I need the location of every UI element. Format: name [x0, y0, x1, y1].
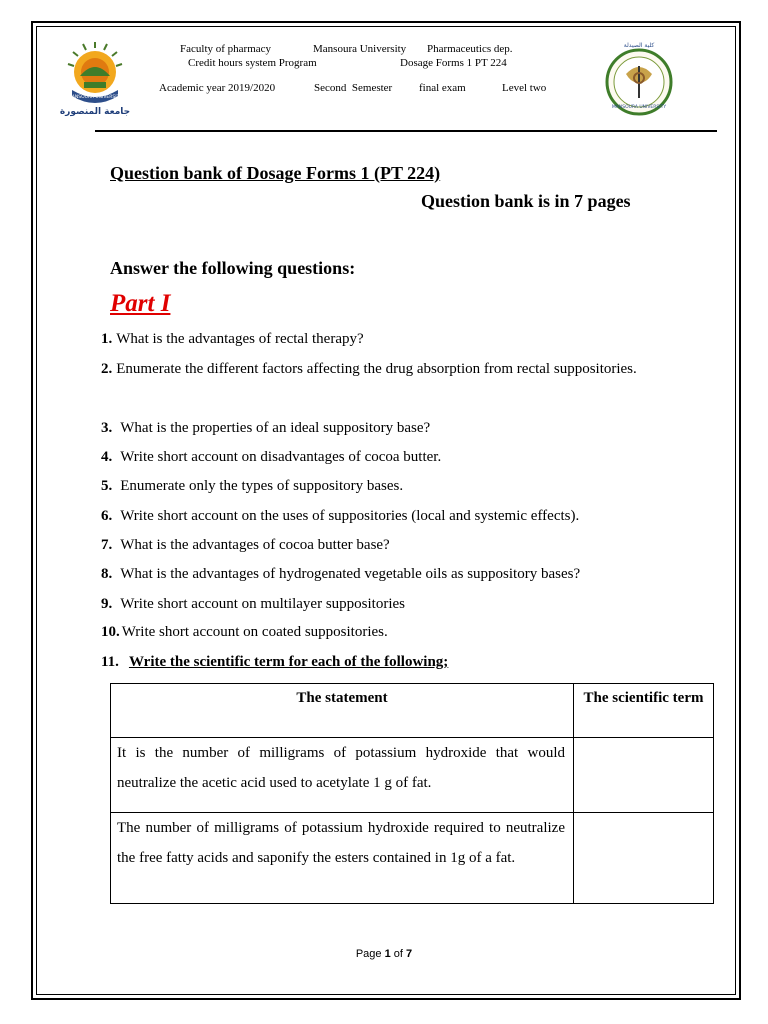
header-semester: Second Semester: [314, 82, 393, 94]
instruction: Answer the following questions:: [110, 258, 356, 278]
question-text: Enumerate only the types of suppository bases.: [120, 478, 404, 494]
header-program: Credit hours system Program: [188, 57, 317, 69]
question-number: 6.: [101, 508, 113, 524]
scientific-term-table: [110, 683, 714, 904]
question-text: Write short account on disadvantages of cocoa butter.: [120, 449, 442, 465]
question-number: 11.: [101, 654, 119, 670]
question-number: 9.: [101, 596, 113, 612]
column-header-statement: The statement: [111, 684, 574, 738]
question-item: [101, 624, 713, 641]
pages-note: Question bank is in 7 pages: [421, 191, 631, 211]
table-row: [111, 813, 714, 904]
university-logo-arabic: جامعة المنصورة: [59, 107, 131, 117]
question-text: What is the advantages of rectal therapy?: [116, 331, 364, 347]
header-course: Dosage Forms 1 PT 224: [400, 57, 507, 69]
question-text: Write the scientific term for each of the following;: [128, 654, 449, 670]
statement-cell: The number of milligrams of potassium hydroxide required to neutralize the free fatty acids and saponify the esters contained in 1g of a fat.: [111, 813, 574, 904]
question-number: 4.: [101, 449, 113, 465]
question-number: 8.: [101, 566, 113, 582]
page-title: Question bank of Dosage Forms 1 (PT 224): [110, 163, 441, 183]
statement-cell: It is the number of milligrams of potassium hydroxide that would neutralize the acetic acid used to acetylate 1 g of fat.: [111, 738, 574, 813]
page-footer: [0, 948, 768, 960]
question-item: [101, 508, 713, 525]
part-label: Part I: [110, 290, 171, 317]
question-number: 5.: [101, 478, 113, 494]
question-number: 2.: [101, 361, 113, 377]
question-text: What is the advantages of hydrogenated vegetable oils as suppository bases?: [120, 566, 581, 582]
header-rule: [95, 130, 717, 132]
question-item: [101, 537, 713, 554]
question-text: Enumerate the different factors affecting the drug absorption from rectal suppositories.: [116, 361, 637, 377]
question-item: [101, 420, 713, 437]
question-number: 1.: [101, 331, 113, 347]
header-faculty: Faculty of pharmacy: [180, 43, 272, 55]
faculty-logo: [596, 38, 682, 126]
question-item: [101, 566, 713, 583]
answer-cell: [574, 813, 714, 904]
question-text: What is the advantages of cocoa butter base?: [120, 537, 390, 553]
question-text: Write short account on coated suppositories.: [121, 624, 388, 640]
header-department: Pharmaceutics dep.: [427, 43, 513, 55]
question-text: What is the properties of an ideal suppository base?: [120, 420, 431, 436]
footer-page-word: Page: [355, 948, 382, 960]
footer-page-number: 1: [384, 948, 391, 960]
question-text: Write short account on the uses of suppositories (local and systemic effects).: [120, 508, 580, 524]
header-year: Academic year 2019/2020: [159, 82, 276, 94]
question-item: [101, 596, 713, 613]
table-row: [111, 738, 714, 813]
question-item: [101, 449, 713, 466]
university-logo-text: MANSOURA UNIVERSITY: [67, 95, 123, 100]
question-item: [101, 478, 713, 495]
university-logo: [59, 40, 131, 120]
header-exam: final exam: [419, 82, 466, 94]
question-item: [101, 331, 713, 348]
question-item: [101, 355, 713, 384]
question-number: 7.: [101, 537, 113, 553]
header-level: Level two: [502, 82, 547, 94]
column-header-term: The scientific term: [574, 684, 714, 738]
faculty-logo-arabic: كلية الصيدلة: [623, 42, 655, 49]
footer-of-word: of: [393, 948, 403, 960]
question-number: 10.: [101, 624, 120, 640]
answer-cell: [574, 738, 714, 813]
header-university: Mansoura University: [313, 43, 407, 55]
faculty-logo-text: MANSOURA UNIVERSITY: [611, 105, 667, 110]
footer-page-total: 7: [406, 948, 413, 960]
table-header-row: [111, 684, 714, 738]
question-item: [101, 654, 448, 671]
question-text: Write short account on multilayer suppositories: [120, 596, 406, 612]
question-number: 3.: [101, 420, 113, 436]
